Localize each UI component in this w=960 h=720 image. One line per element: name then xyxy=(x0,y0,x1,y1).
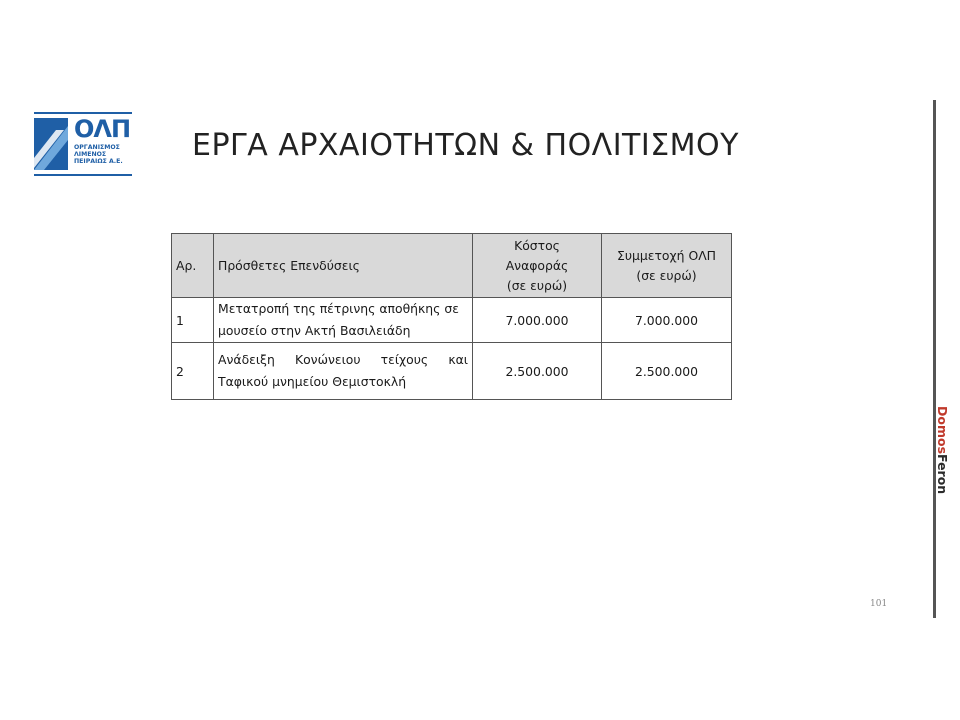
domosferon-wordmark xyxy=(928,406,950,502)
header-number: Αρ. xyxy=(172,234,214,298)
description-line: μουσείο στην Ακτή Βασιλειάδη xyxy=(218,323,411,338)
header-investments: Πρόσθετες Επενδύσεις xyxy=(214,234,473,298)
brand-part-feron: Feron xyxy=(935,454,950,495)
olp-logo xyxy=(34,112,132,176)
brand-part-domos: Domos xyxy=(935,406,950,455)
header-olp-participation-line: Συμμετοχή ΟΛΠ xyxy=(617,247,716,263)
header-reference-cost xyxy=(473,234,602,298)
header-reference-cost-line: (σε ευρώ) xyxy=(506,277,568,293)
page-title: ΕΡΓΑ ΑΡΧΑΙΟΤΗΤΩΝ & ΠΟΛΙΤΙΣΜΟΥ xyxy=(192,128,739,163)
header-olp-participation-line: (σε ευρώ) xyxy=(636,267,697,283)
table-row xyxy=(172,343,732,400)
logo-subtitle-line: ΟΡΓΑΝΙΣΜΟΣ xyxy=(74,144,120,151)
logo-brand-text: ΟΛΠ xyxy=(74,115,131,143)
table-row xyxy=(172,298,732,343)
header-olp-participation xyxy=(602,234,732,298)
logo-subtitle xyxy=(74,144,134,166)
cell-olp-participation: 7.000.000 xyxy=(602,298,732,343)
cell-number: 2 xyxy=(172,343,214,400)
description-line: Μετατροπή της πέτρινης αποθήκης σε xyxy=(218,301,459,316)
cell-description xyxy=(214,298,473,343)
description-line: Ανάδειξη Κονώνειου τείχους και xyxy=(218,352,468,367)
cell-description xyxy=(214,343,473,400)
logo-subtitle-line: ΛΙΜΕΝΟΣ xyxy=(74,151,107,159)
cell-reference-cost: 7.000.000 xyxy=(473,298,602,343)
olp-emblem-icon xyxy=(34,118,68,170)
right-divider-line xyxy=(933,100,936,618)
cell-olp-participation: 2.500.000 xyxy=(602,343,732,400)
cell-number: 1 xyxy=(172,298,214,343)
logo-top-rule xyxy=(34,112,132,114)
page-number: 101 xyxy=(870,599,888,609)
header-reference-cost-line: Αναφοράς xyxy=(505,257,569,273)
logo-bottom-rule xyxy=(34,174,132,176)
header-reference-cost-line: Κόστος xyxy=(514,237,560,253)
logo-subtitle-line: ΠΕΙΡΑΙΩΣ Α.Ε. xyxy=(74,158,123,166)
domosferon-logo xyxy=(918,406,948,502)
description-line: Ταφικού μνημείου Θεμιστοκλή xyxy=(218,374,407,389)
projects-table xyxy=(171,233,732,400)
cell-reference-cost: 2.500.000 xyxy=(473,343,602,400)
table-header-row xyxy=(172,234,732,298)
